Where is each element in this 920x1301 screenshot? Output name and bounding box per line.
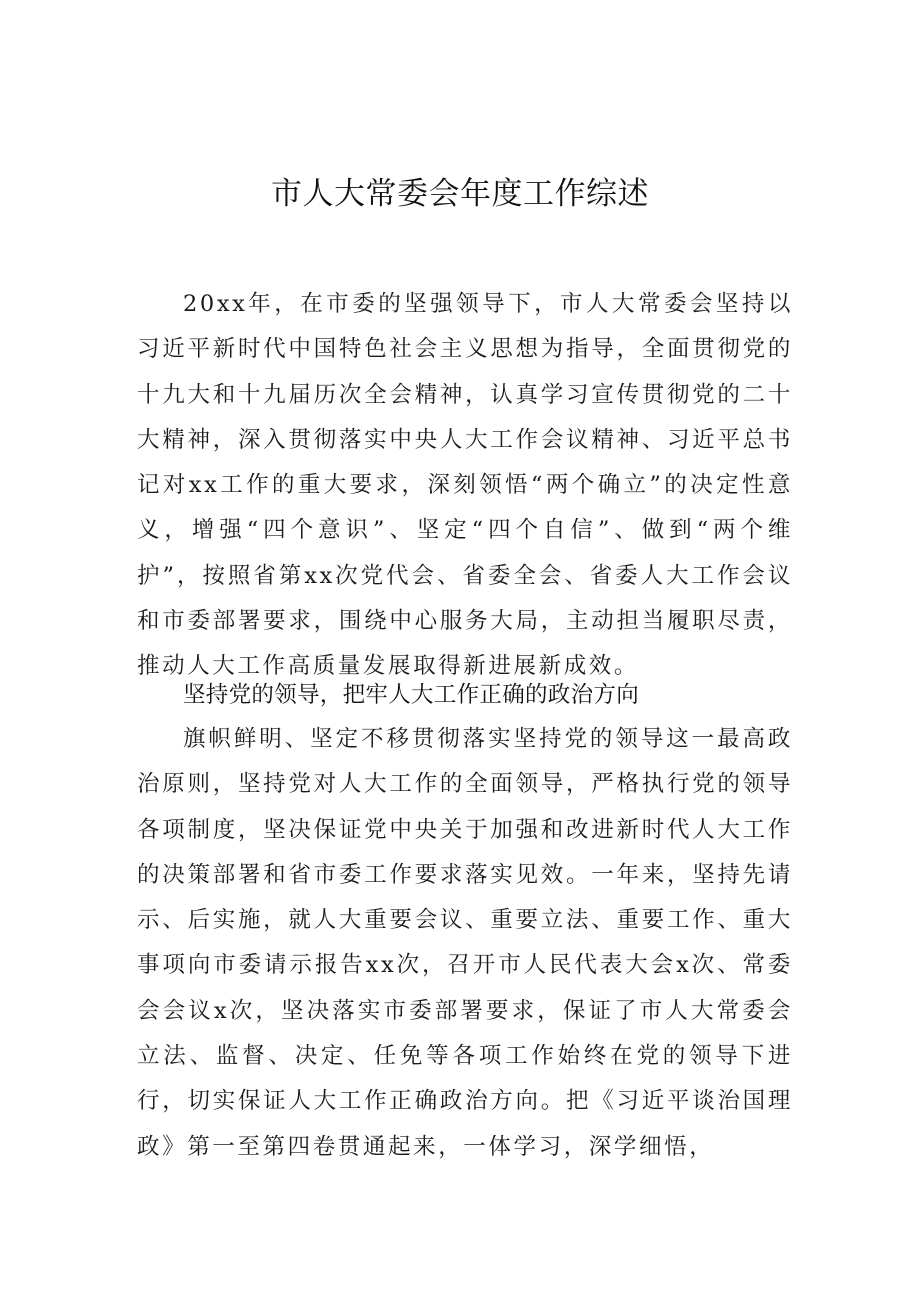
document-title: 市人大常委会年度工作综述 (271, 176, 649, 212)
section-paragraph: 旗帜鲜明、坚定不移贯彻落实坚持党的领导这一最高政治原则，坚持党对人大工作的全面领导，严格执行党的领导各项制度，坚决保证党中央关于加强和改进新时代人大工作的决策部署和省市委工作要求落实见效。一年来，坚持先请示、后实施，就人大重要会议、重要立法、重要工作、重大事项向市委请示报告xx次，召开市人民代表大会x次、常委会会议x次，坚决落实市委部署要求，保证了市人大常委会立法、监督、决定、任免等各项工作始终在党的领导下进行，切实保证人大工作正确政治方向。把《习近平谈治国理政》第一至第四卷贯通起来，一体学习，深学细悟， (137, 726, 793, 1160)
section-heading: 坚持党的领导，把牢人大工作正确的政治方向 (183, 682, 640, 708)
intro-paragraph: 20xx年，在市委的坚强领导下，市人大常委会坚持以习近平新时代中国特色社会主义思想为指导，全面贯彻党的十九大和十九届历次全会精神，认真学习宣传贯彻党的二十大精神，深入贯彻落实中央人大工作会议精神、习近平总书记对xx工作的重大要求，深刻领悟“两个确立”的决定性意义，增强“四个意识”、坚定“四个自信”、做到“两个维护”，按照省第xx次党代会、省委全会、省委人大工作会议和市委部署要求，围绕中心服务大局，主动担当履职尽责，推动人大工作高质量发展取得新进展新成效。 (137, 291, 793, 680)
